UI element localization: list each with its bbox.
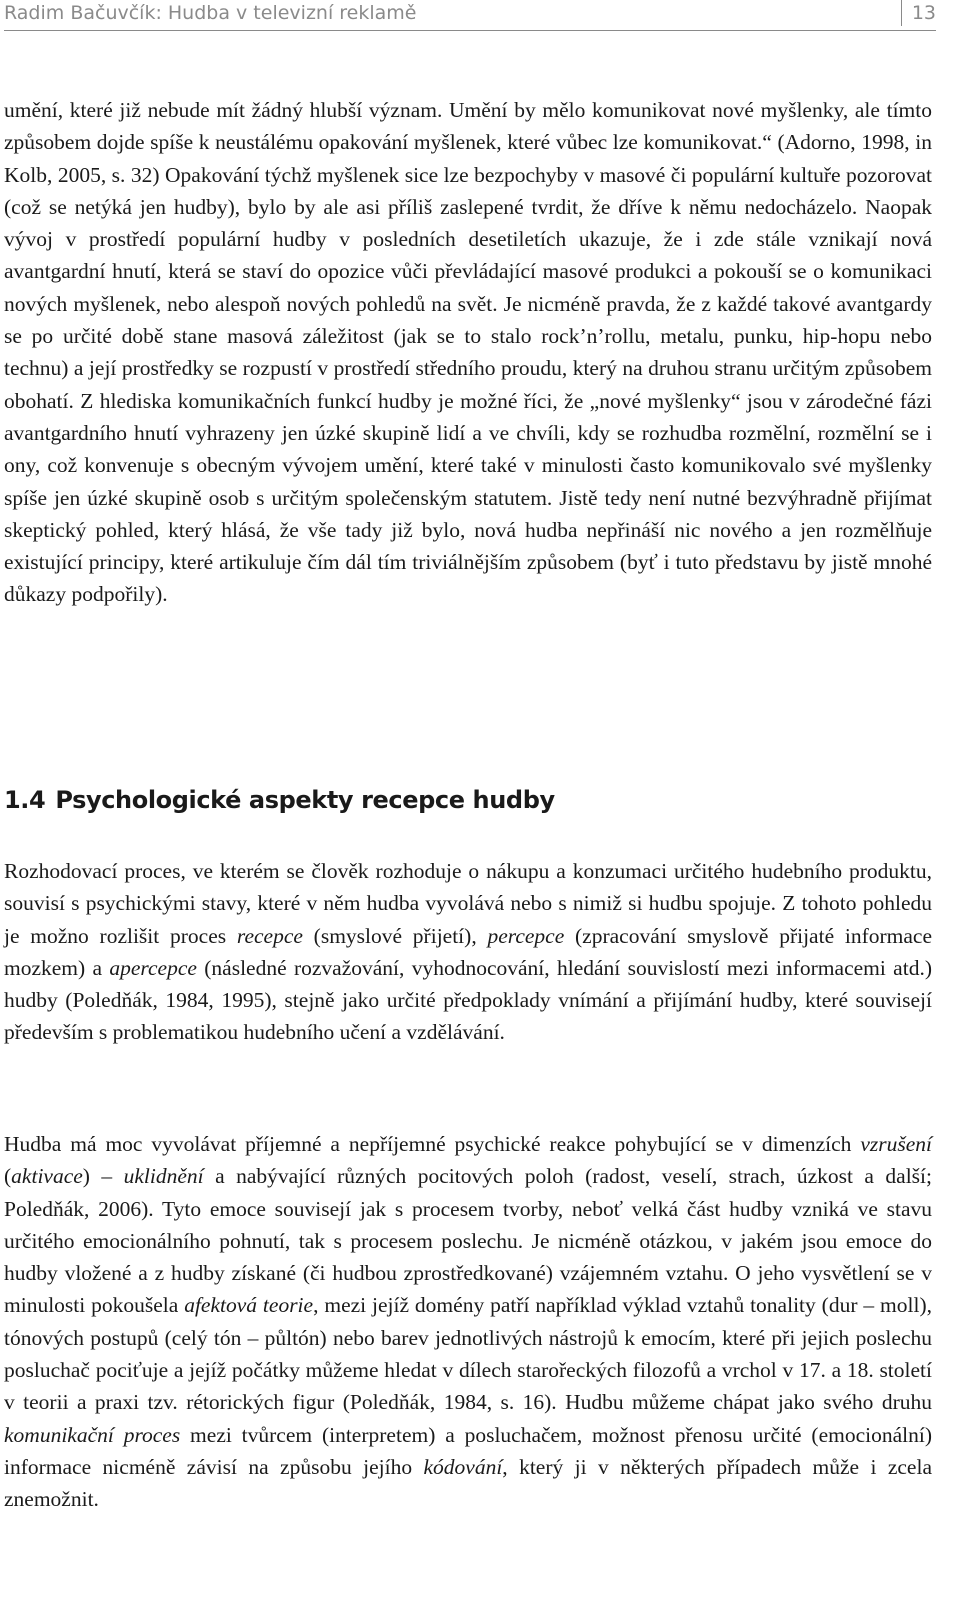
text-segment: a nabývající různých pocitových poloh (radost, veselí, strach, úzkost a další; Poledňák, 2006). Tyto emoce souvisejí jak s procesem tvorby, neboť velká část hudby vzniká ve stavu určitého emocionálního pohnutí, tak s procesem poslechu. Je nicméně otázkou, v jakém jsou emoce do hudby vložené a z hudby získané (či hudbou zprostředkované) vzájemném vztahu. O jeho vysvětlení se v minulosti pokoušela xyxy=(4,1164,932,1318)
text-segment: (smyslové přijetí), xyxy=(302,923,488,948)
italic-term: komunikační proces xyxy=(4,1422,181,1447)
page-number: 13 xyxy=(901,0,936,26)
running-header xyxy=(4,0,936,30)
italic-term: kódování xyxy=(423,1454,503,1479)
italic-term: vzrušení xyxy=(860,1132,932,1156)
italic-term: apercepce xyxy=(109,955,197,980)
italic-term: aktivace xyxy=(11,1164,83,1189)
text-segment: Hudba má moc vyvolávat příjemné a nepříjemné psychické reakce pohybující se v dimenzích xyxy=(4,1132,861,1156)
paragraph xyxy=(4,855,932,1049)
text-segment: Rozhodovací proces, ve kterém se člověk rozhoduje o nákupu a konzumaci určitého hudebního produktu, souvisí s psychickými stavy, které v něm hudba vyvolává nebo s nimiž si hudbu spojuje. Z tohoto pohledu je možno rozlišit proces xyxy=(4,859,932,948)
paragraph xyxy=(4,1128,932,1516)
text-segment: ( xyxy=(4,1164,12,1189)
text-segment: ) – xyxy=(82,1164,124,1189)
italic-term: recepce xyxy=(236,923,303,948)
section-heading xyxy=(4,782,932,818)
paragraph-text: umění, které již nebude mít žádný hlubší význam. Umění by mělo komunikovat nové myšlenky, ale tímto způsobem dojde spíše k neustálému opakování myšlenek, které vůbec lze komunikovat.“ (Adorno, 1998, in Kolb, 2005, s. 32) Opakování týchž myšlenek sice lze bezpochyby v masové či populární kultuře pozorovat (což se netýká jen hudby), bylo by ale asi příliš zaslepené tvrdit, že dříve k němu nedocházelo. Naopak vývoj v prostředí populární hudby v posledních desetiletích ukazuje, že i zde stále vznikají nová avantgardní hnutí, která se staví do opozice vůči převládající masové produkci a pokouší se o komunikaci nových myšlenek, nebo alespoň nových pohledů na svět. Je nicméně pravda, že z každé takové avantgardy se po určité době stane masová záležitost (jak se to stalo rock’n’rollu, metalu, punku, hip-hopu nebo technu) a její prostředky se rozpustí v prostředí středního proudu, který na druhou stranu určitým způsobem obohatí. Z hlediska komunikačních funkcí hudby je možné říci, že „nové myšlenky“ jsou v zárodečné fázi avantgardního hnutí vyhrazeny jen úzké skupině lidí a ve chvíli, kdy se rozhudba rozmělní, rozmělní se i ony, což konvenuje s obecným vývojem umění, které také v minulosti často komunikovalo své myšlenky spíše jen úzké skupině osob s určitým společenským statutem. Jistě tedy není nutné bezvýhradně přijímat skeptický pohled, který hlásá, že vše tady již bylo, nová hudba nepřináší nic nového a jen rozmělňuje existující principy, které artikuluje čím dál tím triviálnějším způsobem (byť i tuto představu by jistě mnohé důkazy podpořily). xyxy=(4,98,932,607)
header-divider xyxy=(4,30,936,31)
italic-term: uklidnění xyxy=(123,1164,204,1189)
text-segment: mezi tvůrcem (interpretem) a posluchačem, možnost přenosu určité (emocionální) informace nicméně závisí na způsobu jejího xyxy=(4,1422,933,1479)
text-segment: , mezi jejíž domény patří například výklad vztahů tonality (dur – moll), tónových postupů (celý tón – půltón) nebo barev jednotlivých nástrojů k emocím, které při jejich poslechu posluchač pociťuje a jejíž počátky můžeme hledat v dílech starořeckých filozofů a vrchol v 17. a 18. století v teorii a praxi tzv. rétorických figur (Poledňák, 1984, s. 16). Hudbu můžeme chápat jako svého druhu xyxy=(4,1293,932,1415)
header-title: Radim Bačuvčík: Hudba v televizní reklamě xyxy=(4,2,417,24)
text-segment: (zpracování smyslově přijaté informace mozkem) a xyxy=(4,923,933,980)
section-title: Psychologické aspekty recepce hudby xyxy=(55,786,555,814)
text-segment: (následné rozvažování, vyhodnocování, hledání souvislostí mezi informacemi atd.) hudby (Poledňák, 1984, 1995), stejně jako určité předpoklady vnímání a přijímání hudby, které souvisejí především s problematikou hudebního učení a vzdělávání. xyxy=(4,955,932,1045)
section-number: 1.4 xyxy=(4,786,46,814)
paragraph xyxy=(4,94,932,611)
text-segment: , který ji v některých případech může i zcela znemožnit. xyxy=(4,1454,932,1512)
italic-term: percepce xyxy=(487,923,565,948)
italic-term: afektová teorie xyxy=(184,1293,314,1318)
